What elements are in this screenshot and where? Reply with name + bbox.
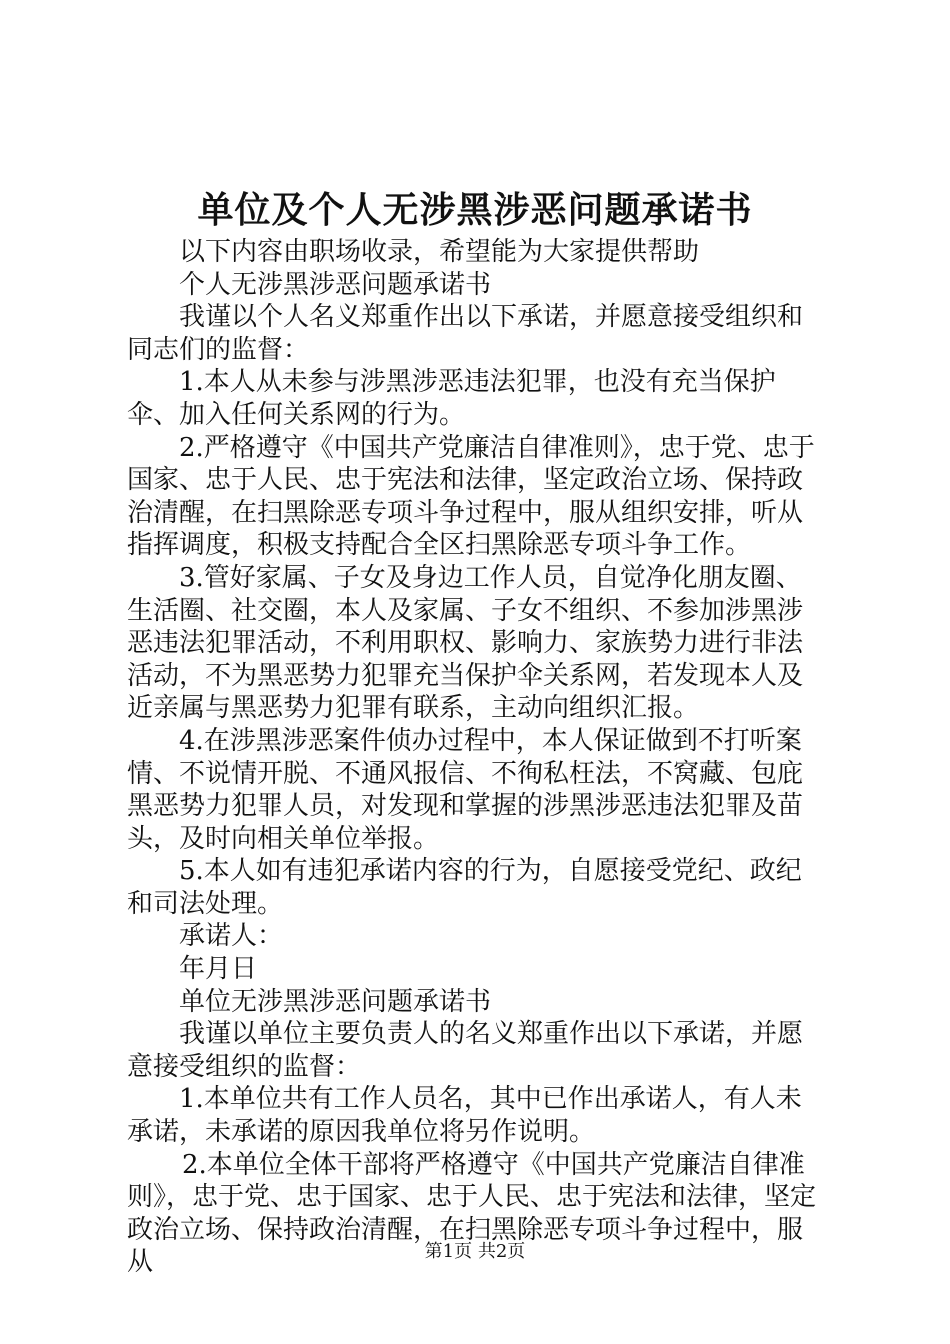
paragraph-personal-item-3: 3.管好家属、子女及身边工作人员，自觉净化朋友圈、生活圈、社交圈，本人及家属、子女不组织、不参加涉黑涉恶违法犯罪活动，不利用职权、影响力、家族势力进行非法活动，不为黑恶势力犯罪充当保护伞关系网，若发现本人及近亲属与黑恶势力犯罪有联系，主动向组织汇报。 bbox=[127, 562, 804, 724]
paragraph-personal-item-1: 1.本人从未参与涉黑涉恶违法犯罪，也没有充当保护伞、加入任何关系网的行为。 bbox=[127, 367, 776, 430]
signature-label: 承诺人： bbox=[179, 921, 284, 952]
date-label: 年月日 bbox=[179, 954, 258, 985]
page-title: 单位及个人无涉黑涉恶问题承诺书 bbox=[197, 189, 753, 231]
section-heading-personal: 个人无涉黑涉恶问题承诺书 bbox=[179, 269, 492, 300]
paragraph-personal-preamble: 我谨以个人名义郑重作出以下承诺，并愿意接受组织和同志们的监督： bbox=[127, 302, 804, 365]
paragraph-personal-item-2: 2.严格遵守《中国共产党廉洁自律准则》，忠于党、忠于国家、忠于人民、忠于宪法和法律，坚定政治立场、保持政治清醒，在扫黑除恶专项斗争过程中，服从组织安排，听从指挥调度，积极支持配合全区扫黑除恶专项斗争工作。 bbox=[127, 432, 815, 561]
paragraph-unit-item-1: 1.本单位共有工作人员名，其中已作出承诺人，有人未承诺，未承诺的原因我单位将另作说明。 bbox=[127, 1084, 802, 1148]
paragraph-unit-item-2: 2.本单位全体干部将严格遵守《中国共产党廉洁自律准则》，忠于党、忠于国家、忠于人民、忠于宪法和法律，坚定政治立场、保持政治清醒，在扫黑除恶专项斗争过程中，服从 bbox=[127, 1149, 817, 1278]
paragraph-personal-item-4: 4.在涉黑涉恶案件侦办过程中，本人保证做到不打听案情、不说情开脱、不通风报信、不徇私枉法，不窝藏、包庇黑恶势力犯罪人员，对发现和掌握的涉黑涉恶违法犯罪及苗头，及时向相关单位举报。 bbox=[127, 725, 804, 854]
page-footer: 第1页 共2页 bbox=[424, 1241, 526, 1262]
paragraph-personal-item-5: 5.本人如有违犯承诺内容的行为，自愿接受党纪、政纪和司法处理。 bbox=[127, 856, 802, 919]
intro-note: 以下内容由职场收录，希望能为大家提供帮助 bbox=[179, 237, 700, 267]
document-body bbox=[127, 236, 827, 1279]
paragraph-unit-preamble: 我谨以单位主要负责人的名义郑重作出以下承诺，并愿意接受组织的监督： bbox=[127, 1019, 804, 1082]
section-heading-unit: 单位无涉黑涉恶问题承诺书 bbox=[179, 986, 492, 1017]
